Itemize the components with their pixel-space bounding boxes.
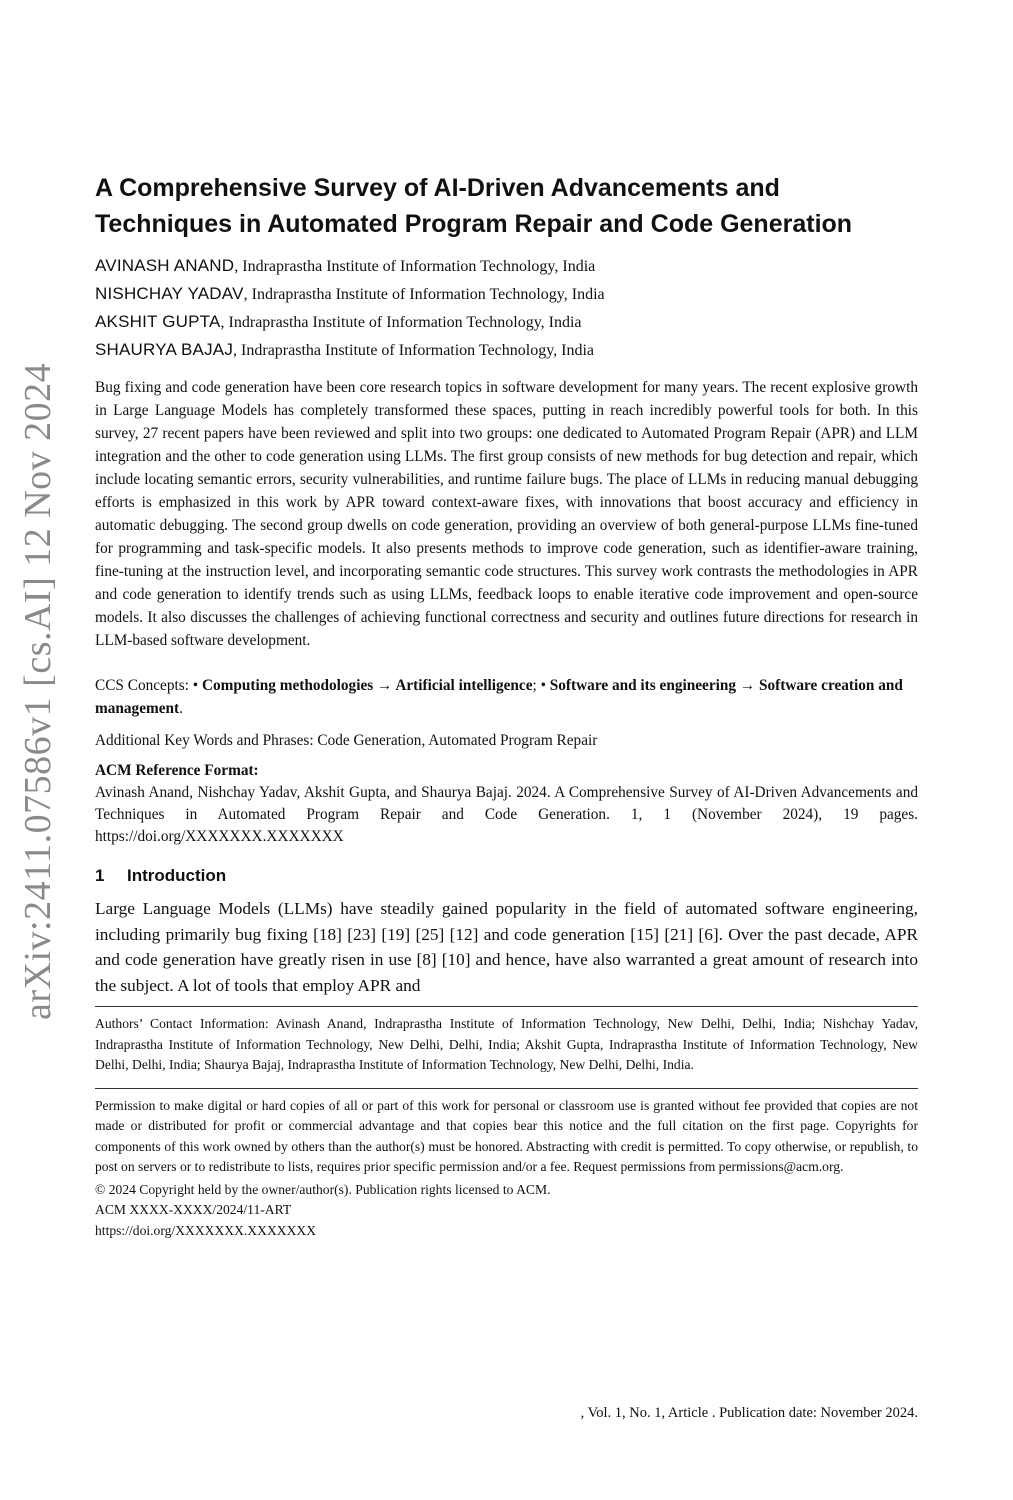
doi-link[interactable]: https://doi.org/XXXXXXX.XXXXXXX <box>95 1222 317 1238</box>
ccs-end: . <box>179 700 183 717</box>
section-number: 1 <box>95 866 105 885</box>
author-affiliation: , Indraprastha Institute of Information Technology, India <box>234 258 596 275</box>
acm-reference-heading: ACM Reference Format: <box>95 762 259 779</box>
author-entry <box>95 336 918 364</box>
keywords: Additional Key Words and Phrases: Code Generation, Automated Program Repair <box>95 732 598 749</box>
author-name: SHAURYA BAJAJ <box>95 340 234 359</box>
ccs-separator: ; <box>532 677 541 694</box>
acm-identifier: ACM XXXX-XXXX/2024/11-ART <box>95 1202 292 1217</box>
ccs-arrow: → <box>736 677 759 694</box>
author-name: NISHCHAY YADAV <box>95 284 244 303</box>
author-entry <box>95 308 918 336</box>
abstract: Bug fixing and code generation have been core research topics in software development for many years. The recent explosive growth in Large Language Models has completely transformed these spaces, putting in reach incredibly powerful tools for both. In this survey, 27 recent papers have been reviewed and split into two groups: one dedicated to Automated Program Repair (APR) and LLM integration and the other to code generation using LLMs. The first group consists of new methods for bug detection and repair, which include locating semantic errors, security vulnerabilities, and runtime failure bugs. The place of LLMs in reducing manual debugging efforts is emphasized in this work by APR toward context-aware fixes, with innovations that boost accuracy and efficiency in automatic debugging. The second group dwells on code generation, providing an overview of both general-purpose LLMs fine-tuned for programming and task-specific models. It also presents methods to improve code generation, such as identifier-aware training, fine-tuning at the instruction level, and incorporating semantic code structures. This survey work contrasts the methodologies in APR and code generation to identify trends such as using LLMs, feedback loops to enable iterative code improvement and open-source models. It also discusses the challenges of achieving functional correctness and security and outlines future directions for research in LLM-based software development. <box>95 379 918 649</box>
ccs-concept: Software creation and management <box>95 677 903 717</box>
paper-title: A Comprehensive Survey of AI-Driven Advancements and Techniques in Automated Program Repair and Code Generation <box>95 174 853 238</box>
author-name: AKSHIT GUPTA <box>95 312 221 331</box>
ccs-concept: Artificial intelligence <box>395 677 533 694</box>
ccs-concepts <box>95 674 918 720</box>
acm-reference-text: Avinash Anand, Nishchay Yadav, Akshit Gupta, and Shaurya Bajaj. 2024. A Comprehensive Survey of AI-Driven Advancements and Techniques in Automated Program Repair and Code Generation. 1, 1 (November 2024), 19 pages. https://doi.org/XXXXXXX.XXXXXXX <box>95 784 918 845</box>
ccs-label: CCS Concepts: <box>95 677 193 694</box>
author-contact-info: Authors’ Contact Information: Avinash Anand, Indraprastha Institute of Information Technology, New Delhi, Delhi, India; Nishchay Yadav, Indraprastha Institute of Information Technology, New Delhi, Delhi, India; Akshit Gupta, Indraprastha Institute of Information Technology, New Delhi, Delhi, India; Shaurya Bajaj, Indraprastha Institute of Information Technology, New Delhi, Delhi, India. <box>95 1016 918 1072</box>
copyright-line: © 2024 Copyright held by the owner/author(s). Publication rights licensed to ACM. <box>95 1181 551 1197</box>
arxiv-identifier-stamp: arXiv:2411.07586v1 [cs.AI] 12 Nov 2024 <box>17 362 59 1020</box>
author-entry <box>95 252 918 280</box>
introduction-paragraph: Large Language Models (LLMs) have steadily gained popularity in the field of automated software engineering, including primarily bug fixing [18] [23] [19] [25] [12] and code generation [15] [21] [6]. Over the past decade, APR and code generation have greatly risen in use [8] [10] and hence, have also warranted a great amount of research into the subject. A lot of tools that employ APR and <box>95 899 918 995</box>
ccs-bullet: • <box>192 677 202 694</box>
running-footer: , Vol. 1, No. 1, Article . Publication date: November 2024. <box>580 1405 918 1421</box>
section-heading <box>95 864 918 888</box>
ccs-arrow: → <box>373 677 396 694</box>
paper-first-page <box>95 170 918 1241</box>
author-name: AVINASH ANAND <box>95 256 235 275</box>
author-entry <box>95 280 918 308</box>
author-affiliation: , Indraprastha Institute of Information Technology, India <box>233 342 595 359</box>
author-list <box>95 252 918 364</box>
ccs-concept: Computing methodologies <box>201 677 374 694</box>
author-affiliation: , Indraprastha Institute of Information Technology, India <box>220 314 582 331</box>
ccs-concept: Software and its engineering <box>549 677 737 694</box>
permission-notice: Permission to make digital or hard copies of all or part of this work for personal or classroom use is granted without fee provided that copies are not made or distributed for profit or commercial advantage and that copies bear this notice and the full citation on the first page. Copyrights for components of this work owned by others than the author(s) must be honored. Abstracting with credit is permitted. To copy otherwise, or republish, to post on servers or to redistribute to lists, requires prior specific permission and/or a fee. Request permissions from permissions@acm.org. <box>95 1097 918 1174</box>
section-title: Introduction <box>127 866 227 885</box>
ccs-bullet: • <box>540 677 550 694</box>
author-affiliation: , Indraprastha Institute of Information Technology, India <box>243 286 605 303</box>
